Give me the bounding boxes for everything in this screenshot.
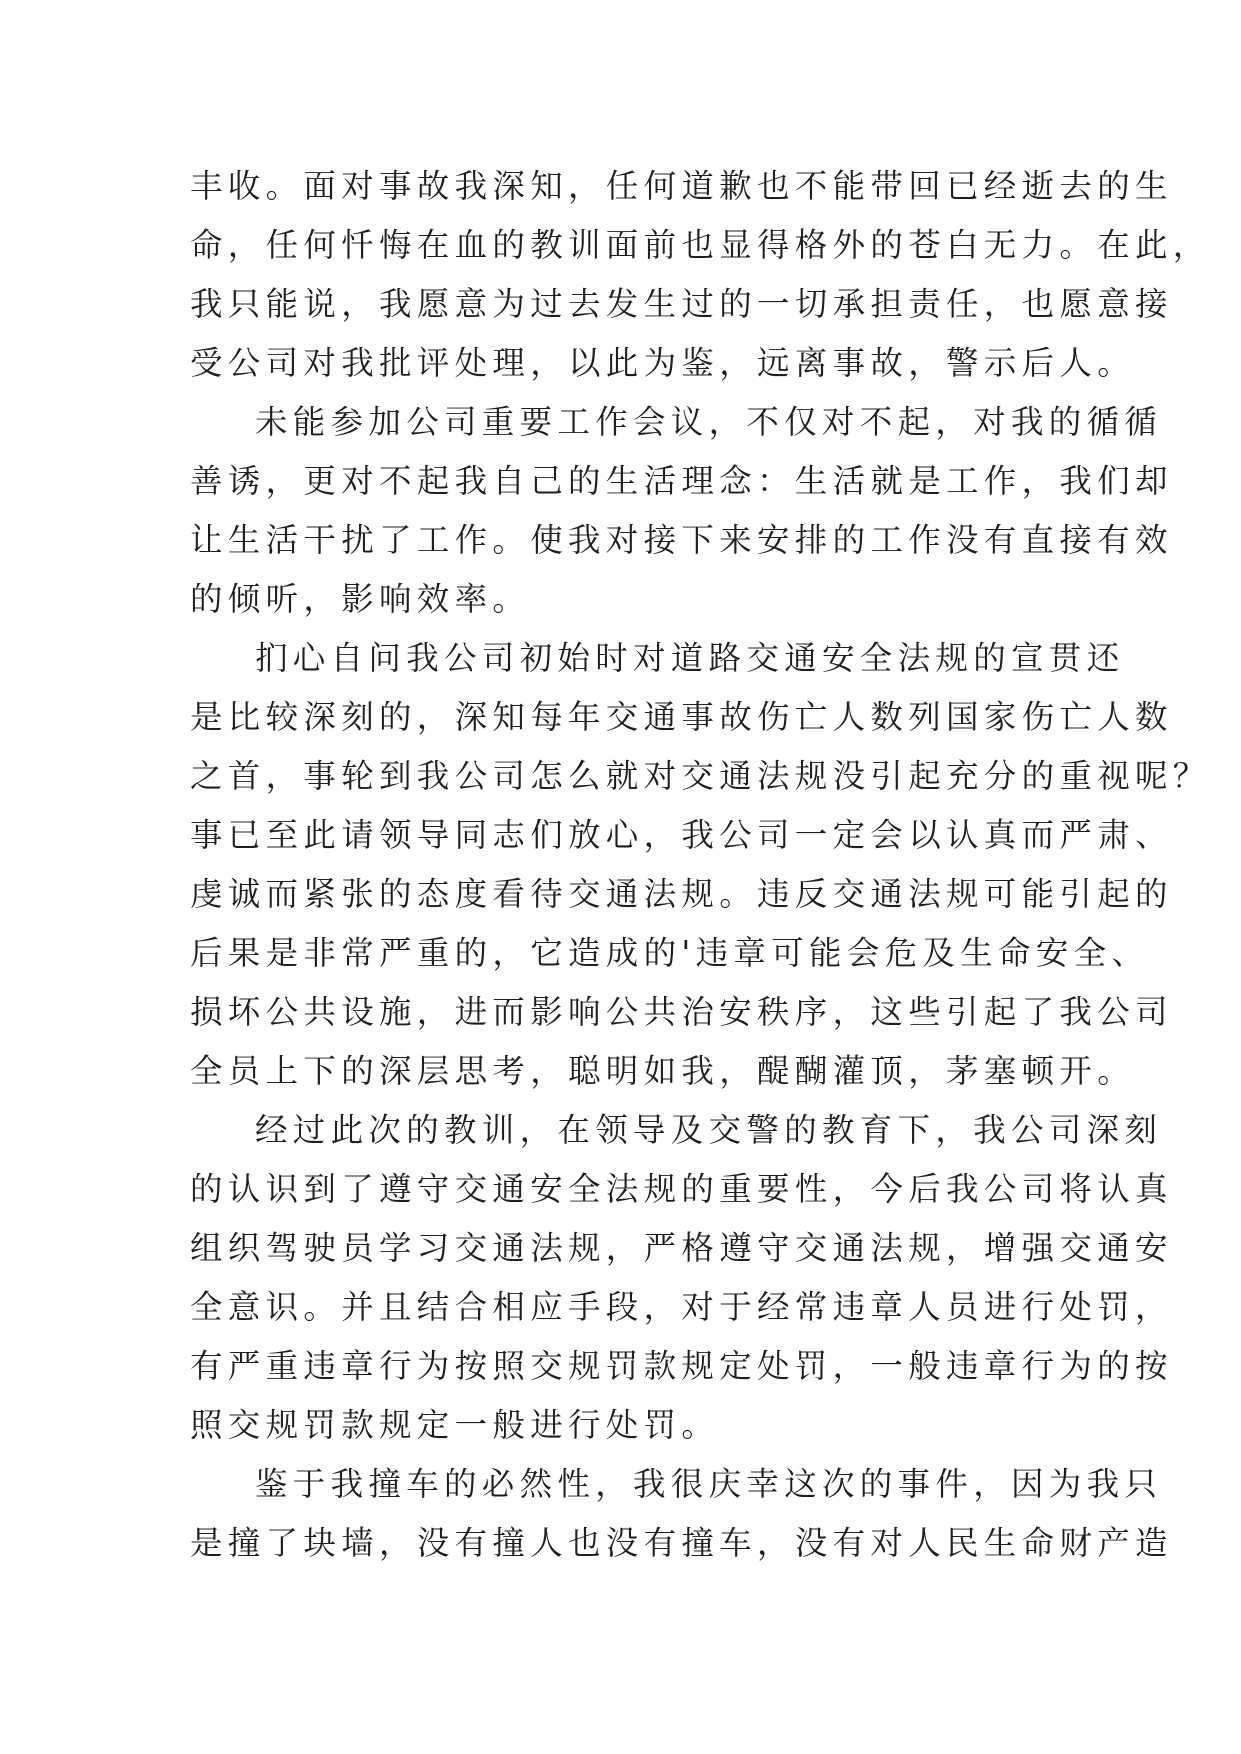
text-line: 鉴于我撞车的必然性，我很庆幸这次的事件，因为我只 bbox=[255, 1465, 1163, 1503]
text-line: 受公司对我批评处理，以此为鉴，远离事故，警示后人。 bbox=[190, 344, 1136, 382]
text-line: 的认识到了遵守交通安全法规的重要性，今后我公司将认真 bbox=[190, 1170, 1173, 1208]
text-line: 丰收。面对事故我深知，任何道歉也不能带回已经逝去的生 bbox=[190, 167, 1173, 205]
text-line: 的倾听，影响效率。 bbox=[190, 580, 531, 618]
text-line: 扪心自问我公司初始时对道路交通安全法规的宣贯还 bbox=[255, 639, 1125, 677]
paragraph bbox=[190, 1455, 1173, 1573]
text-line: 事已至此请领导同志们放心，我公司一定会以认真而严肃、 bbox=[190, 816, 1173, 854]
text-line: 经过此次的教训，在领导及交警的教育下，我公司深刻 bbox=[255, 1111, 1163, 1149]
text-line: 虔诚而紧张的态度看待交通法规。违反交通法规可能引起的 bbox=[190, 875, 1173, 913]
text-line: 让生活干扰了工作。使我对接下来安排的工作没有直接有效 bbox=[190, 521, 1173, 559]
text-line: 有严重违章行为按照交规罚款规定处罚，一般违章行为的按 bbox=[190, 1347, 1173, 1385]
text-line: 组织驾驶员学习交通法规，严格遵守交通法规，增强交通安 bbox=[190, 1229, 1173, 1267]
text-line: 是撞了块墙，没有撞人也没有撞车，没有对人民生命财产造 bbox=[190, 1524, 1173, 1562]
text-line: 损坏公共设施，进而影响公共治安秩序，这些引起了我公司 bbox=[190, 993, 1173, 1031]
text-line: 命，任何忏悔在血的教训面前也显得格外的苍白无力。在此， bbox=[190, 226, 1211, 264]
text-line: 照交规罚款规定一般进行处罚。 bbox=[190, 1406, 720, 1444]
paragraph bbox=[190, 157, 1211, 393]
text-line: 全意识。并且结合相应手段，对于经常违章人员进行处罚， bbox=[190, 1288, 1173, 1326]
text-line: 善诱，更对不起我自己的生活理念：生活就是工作，我们却 bbox=[190, 462, 1173, 500]
text-line: 之首，事轮到我公司怎么就对交通法规没引起充分的重视呢？ bbox=[190, 757, 1211, 795]
text-line: 是比较深刻的，深知每年交通事故伤亡人数列国家伤亡人数 bbox=[190, 698, 1173, 736]
document-body bbox=[190, 157, 1211, 1573]
paragraph bbox=[190, 1101, 1173, 1455]
text-line: 未能参加公司重要工作会议，不仅对不起，对我的循循 bbox=[255, 403, 1163, 441]
paragraph bbox=[190, 629, 1211, 1101]
text-line: 我只能说，我愿意为过去发生过的一切承担责任，也愿意接 bbox=[190, 285, 1173, 323]
text-line: 全员上下的深层思考，聪明如我，醍醐灌顶，茅塞顿开。 bbox=[190, 1052, 1136, 1090]
paragraph bbox=[190, 393, 1173, 629]
text-line: 后果是非常严重的，它造成的'违章可能会危及生命安全、 bbox=[190, 934, 1150, 972]
